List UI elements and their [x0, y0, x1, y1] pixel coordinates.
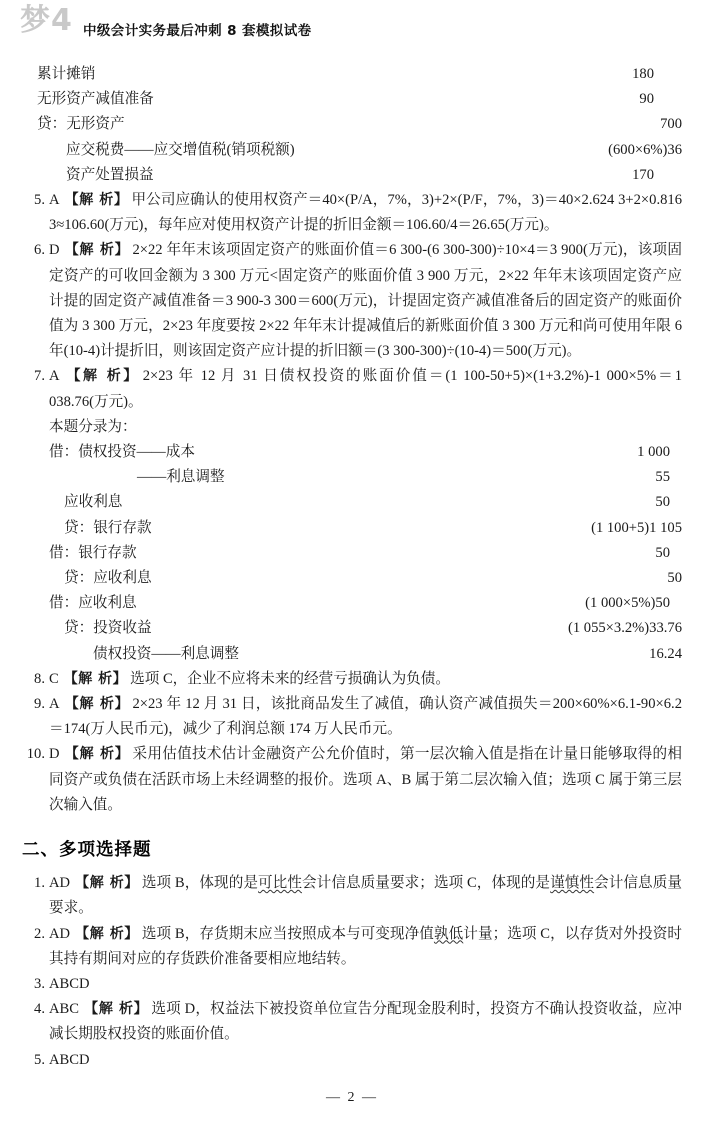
analysis-label: 【解 析】	[75, 875, 139, 892]
journal-entry-row	[22, 163, 682, 188]
explanation-item	[22, 871, 682, 921]
item-number: 10.	[26, 746, 45, 763]
section-heading-multi-choice: 二、多项选择题	[22, 840, 152, 861]
analysis-text: 采用估值技术估计金融资产公允价值时，第一层次输入值是指在计量日能够取得的相同资产或负债在活跃市场上未经调整的报价。选项 A、B 属于第二层次输入值；选项 C 属于第三层次输入值。	[49, 746, 682, 813]
item-body	[49, 667, 682, 692]
explanation-item	[22, 667, 682, 692]
analysis-label: 【解 析】	[64, 192, 129, 209]
journal-entry-account: 贷：投资收益	[64, 620, 152, 637]
journal-entry-amount: 90	[639, 91, 654, 108]
journal-entry-account: 债权投资——利息调整	[93, 645, 239, 662]
answer-key: D	[49, 242, 60, 259]
answer-key: ABCD	[49, 975, 90, 992]
answer-key: AD	[49, 875, 71, 892]
item-number: 8.	[34, 670, 45, 687]
explanation-item-line	[22, 188, 682, 238]
emphasised-term: 可比性	[258, 875, 302, 892]
item-body	[49, 238, 682, 364]
journal-entry-account: 贷：银行存款	[64, 519, 152, 536]
item-number: 6.	[34, 242, 45, 259]
journal-entry-amount: (1 000×5%)50	[585, 595, 670, 612]
answer-key: A	[49, 696, 60, 713]
emphasised-term: 谨慎性	[550, 875, 595, 892]
item-number: 5.	[34, 1051, 45, 1068]
footer-dash-right: —	[362, 1090, 378, 1105]
analysis-label: 【解 析】	[84, 1001, 149, 1018]
journal-entry-row	[49, 591, 682, 616]
analysis-text: 2×23 年 12 月 31 日债权投资的账面价值＝(1 100-50+5)×(1+3.2%)-1 000×5%＝1 038.76(万元)。	[49, 368, 682, 410]
explanation-item	[22, 972, 682, 997]
analysis-text: 选项 B，体现的是	[141, 875, 259, 892]
analysis-text: 选项 D，权益法下被投资单位宣告分配现金股利时，投资方不确认投资收益，应冲减长期股权投资的账面价值。	[49, 1001, 682, 1043]
item-body	[49, 692, 682, 742]
journal-entry-row	[49, 516, 682, 541]
analysis-label: 【解 析】	[64, 242, 130, 259]
journal-entry-row	[49, 642, 682, 667]
explanation-item	[22, 997, 682, 1047]
journal-entry-row	[49, 616, 682, 641]
journal-entry-row	[22, 87, 682, 112]
footer-dash-left: —	[326, 1090, 342, 1105]
journal-entry-block-top	[22, 62, 682, 188]
item-body	[49, 871, 682, 921]
journal-entry-amount: 700	[660, 116, 682, 133]
explanation-item-line	[22, 238, 682, 364]
journal-entry-account: 借：债权投资——成本	[49, 444, 195, 461]
explanation-item	[22, 238, 682, 364]
analysis-label: 【解 析】	[64, 746, 130, 763]
explanation-item	[22, 364, 682, 666]
analysis-label: 【解 析】	[63, 670, 128, 687]
explanation-item-line	[22, 742, 682, 818]
page-footer	[0, 1090, 704, 1106]
journal-entry-account: 借：应收利息	[49, 595, 137, 612]
journal-entry-amount: 170	[632, 166, 654, 183]
item-number: 7.	[34, 368, 45, 385]
brand-logo: 梦4	[20, 3, 73, 38]
journal-entry-amount: (1 100+5)1 105	[591, 519, 682, 536]
page-header	[0, 0, 704, 58]
analysis-label: 【解 析】	[64, 696, 130, 713]
analysis-label: 【解 析】	[64, 368, 140, 385]
analysis-text: 甲公司应确认的使用权资产＝40×(P/A，7%，3)+2×(P/F，7%，3)＝40×2.624 3+2×0.816 3≈106.60(万元)，每年应对使用权资产计提的折旧金额＝106.60/4＝26.65(万元)。	[49, 192, 682, 234]
journal-entry-account: 应交税费——应交增值税(销项税额)	[66, 141, 295, 158]
analysis-label: 【解 析】	[75, 925, 139, 942]
multi-choice-explanations	[22, 871, 682, 1073]
explanation-item	[22, 188, 682, 238]
page-number: 2	[347, 1090, 357, 1105]
item-body	[49, 742, 682, 818]
journal-entry-row	[22, 138, 682, 163]
item-number: 3.	[34, 975, 45, 992]
journal-entry-account: 无形资产减值准备	[37, 91, 154, 108]
answer-key: C	[49, 670, 59, 687]
journal-entry-account: 资产处置损益	[66, 166, 154, 183]
analysis-subnote: 本题分录为：	[49, 418, 137, 435]
analysis-text: 会计信息质量要求。	[49, 875, 682, 917]
item-body	[49, 972, 682, 997]
journal-entry-amount: 50	[667, 570, 682, 587]
answer-key: A	[49, 192, 60, 209]
journal-entry-block	[49, 440, 682, 667]
journal-entry-account: ——利息调整	[137, 469, 225, 486]
answer-key: ABCD	[49, 1051, 90, 1068]
item-number: 9.	[34, 696, 45, 713]
journal-entry-amount: 180	[632, 66, 654, 82]
explanation-item	[22, 1048, 682, 1073]
journal-entry-row	[49, 465, 682, 490]
journal-entry-account: 贷：无形资产	[37, 116, 125, 133]
explanation-item-line	[22, 364, 682, 414]
item-number: 2.	[34, 925, 45, 942]
explanation-item	[22, 742, 682, 818]
journal-entry-amount: 50	[655, 494, 670, 511]
explanation-item	[22, 922, 682, 972]
analysis-text: 会计信息质量要求；选项 C，体现的是	[302, 875, 551, 892]
answer-key: A	[49, 368, 60, 385]
analysis-text: 选项 C，企业不应将未来的经营亏损确认为负债。	[130, 670, 450, 687]
journal-entry-row	[49, 541, 682, 566]
answer-key: D	[49, 746, 60, 763]
journal-entry-account: 累计摊销	[37, 66, 96, 82]
item-body	[49, 364, 682, 414]
item-number: 4.	[34, 1001, 45, 1018]
journal-entry-account: 应收利息	[64, 494, 123, 511]
journal-entry-row	[22, 62, 682, 87]
journal-entry-account: 借：银行存款	[49, 544, 137, 561]
journal-entry-row	[49, 566, 682, 591]
page-title: 中级会计实务最后冲刺 8 套模拟试卷	[83, 23, 312, 39]
item-body	[49, 1048, 682, 1073]
item-number: 1.	[34, 875, 45, 892]
explanation-item-line	[22, 692, 682, 742]
explanation-item-line	[22, 667, 682, 692]
journal-entry-row	[22, 112, 682, 137]
journal-entry-row	[49, 440, 682, 465]
analysis-text: 计量；选项 C，以存货对外投资时其持有期间对应的存货跌价准备要相应地结转。	[49, 925, 682, 967]
item-body	[49, 922, 682, 972]
answer-key: AD	[49, 925, 71, 942]
single-choice-explanations	[22, 188, 682, 818]
journal-entry-amount: (1 055×3.2%)33.76	[567, 620, 682, 637]
analysis-text: 2×22 年年末该项固定资产的账面价值＝6 300-(6 300-300)÷10×4＝3 900(万元)，该项固定资产的可收回金额为 3 300 万元<固定资产的账面价值 3 900 万元，2×22 年年末该项固定资产应计提的固定资产减值准备＝3 900-3 300＝600(万元)，计提固定资产减值准备后的固定资产的账面价值为 3 300 万元，2×23 年度要按 2×22 年年末计提减值后的新账面价值 3 300 万元和尚可使用年限 6 年(10-4)计提折旧，则该固定资产应计提的折旧额＝(3 300-300)÷(10-4)＝500(万元)。	[49, 242, 682, 360]
page-content	[0, 62, 704, 1073]
journal-entry-amount: 50	[655, 544, 670, 561]
analysis-text: 选项 B，存货期末应当按照成本与可变现净值	[141, 925, 434, 942]
journal-entry-amount: 16.24	[649, 645, 682, 662]
emphasised-term: 孰低	[433, 925, 464, 942]
item-body	[49, 188, 682, 238]
journal-entry-amount: 55	[655, 469, 670, 486]
journal-entry-row	[49, 490, 682, 515]
item-number: 5.	[34, 192, 45, 209]
item-body	[49, 997, 682, 1047]
journal-entry-amount: 1 000	[637, 444, 670, 461]
answer-key: ABC	[49, 1001, 80, 1018]
analysis-text: 2×23 年 12 月 31 日，该批商品发生了减值，确认资产减值损失＝200×60%×6.1-90×6.2＝174(万人民币元)，减少了利润总额 174 万人民币元。	[49, 696, 682, 738]
journal-entry-account: 贷：应收利息	[64, 570, 152, 587]
explanation-item	[22, 692, 682, 742]
journal-entry-amount: (600×6%)36	[608, 141, 682, 158]
